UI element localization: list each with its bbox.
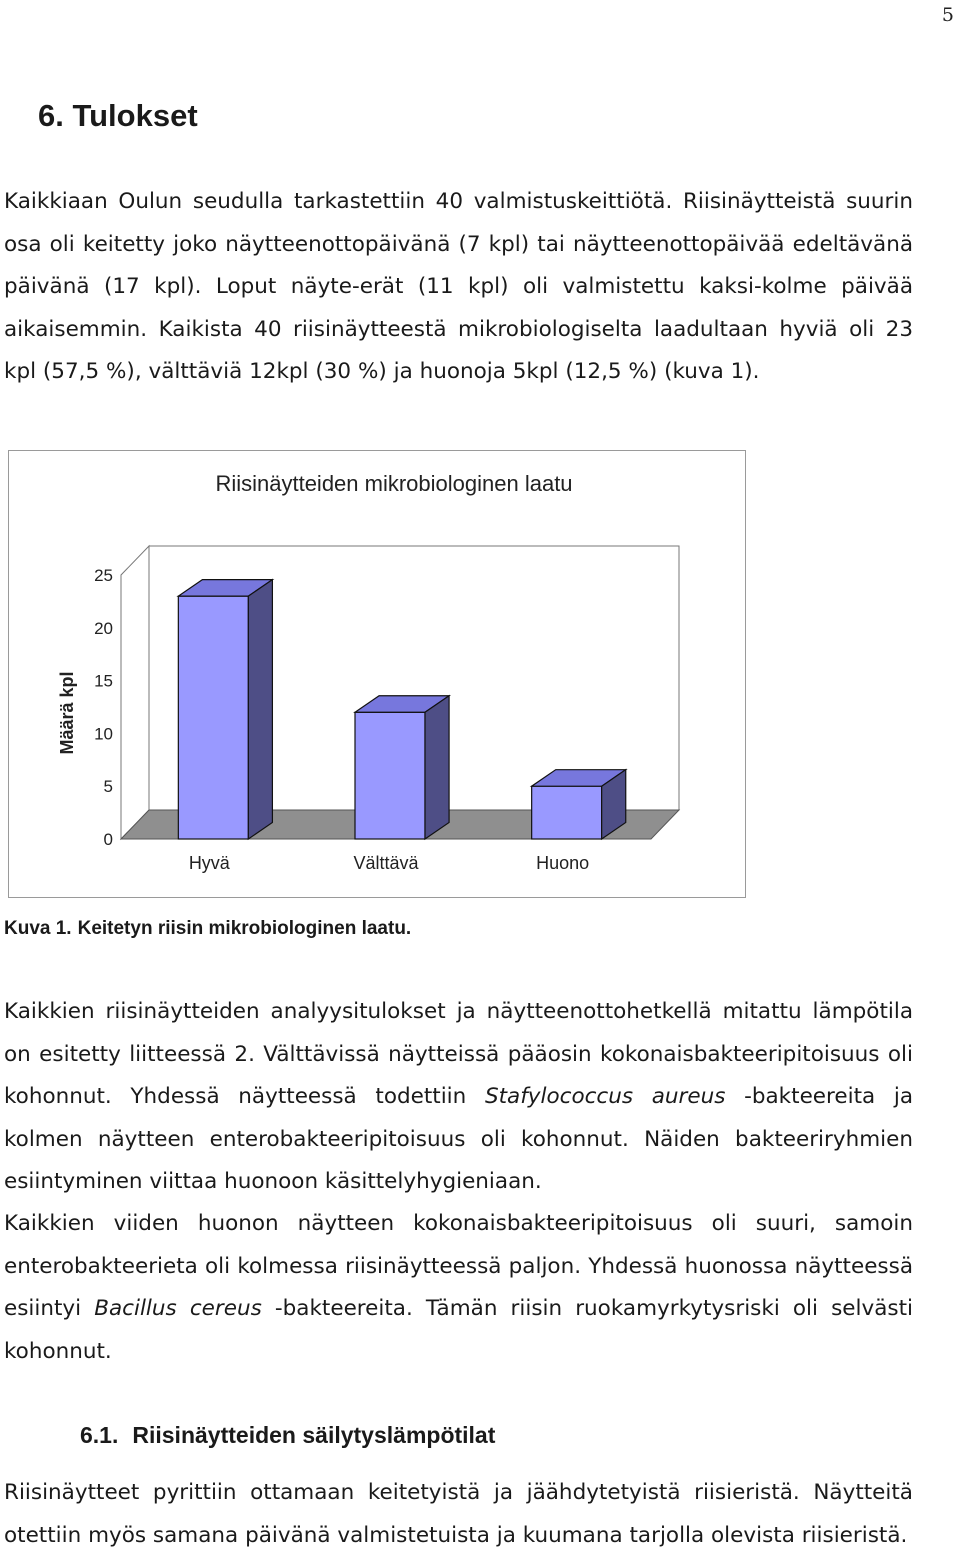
- y-axis-label: Määrä kpl: [57, 671, 77, 755]
- bar-2-front: [355, 712, 425, 839]
- bar-1-side: [248, 580, 272, 839]
- y-tick-label: 10: [94, 724, 113, 744]
- y-tick-label: 0: [103, 830, 113, 849]
- chart-side-wall: [121, 546, 149, 839]
- y-tick-label: 5: [103, 777, 113, 797]
- y-tick-label: 20: [94, 618, 113, 638]
- subsection-title: [80, 1422, 495, 1449]
- paragraph-poor-text-1: Kaikkien viiden huonon näytteen kokonaisbakteeripitoisuus oli suuri, samoin enterobakteerieta oli kolmessa riisinäytteessä paljon. Yhdessä huonossa näytteessä esiintyi: [4, 1211, 913, 1321]
- chart-title: Riisinäytteiden mikrobiologinen laatu: [215, 471, 573, 496]
- paragraph-poor-text-2: -bakteereita. Tämän riisin ruokamyrkytysriski oli selvästi kohonnut.: [4, 1296, 913, 1364]
- caption-label: Kuva 1.: [4, 918, 72, 939]
- chart-frame: [8, 450, 746, 898]
- bar-2-side: [425, 696, 449, 839]
- x-tick-label: Välttävä: [353, 853, 419, 873]
- bar-chart: [9, 451, 745, 897]
- paragraph-results-intro: Kaikkiaan Oulun seudulla tarkastettiin 40 valmistuskeittiötä. Riisinäytteistä suurin osa oli keitetty joko näytteenottopäivänä (7 kpl) tai näytteenottopäivää edeltävänä päivänä (17 kpl). Loput näyte-erät (11 kpl) oli valmistettu kaksi-kolme päivää aikaisemmin. Kaikista 40 riisinäytteestä mikrobiologiselta laadultaan hyviä oli 23 kpl (57,5 %), välttäviä 12kpl (30 %) ja huonoja 5kpl (12,5 %) (kuva 1).: [4, 189, 913, 384]
- species-bacillus: Bacillus cereus: [94, 1296, 262, 1321]
- paragraph-poor-samples: [4, 1203, 913, 1373]
- species-staphylococcus: Stafylococcus aureus: [484, 1084, 726, 1109]
- subsection-title-text: Riisinäytteiden säilytyslämpötilat: [132, 1422, 496, 1448]
- paragraph-analysis-text-2: -bakteereita ja kolmen näytteen enterobakteeripitoisuus oli kohonnut. Näiden bakteeriryhmien esiintyminen viittaa huonoon käsittelyhygieniaan.: [4, 1084, 914, 1194]
- section-title: [38, 98, 198, 134]
- x-tick-label: Huono: [536, 853, 590, 873]
- page-number: 5: [941, 4, 954, 26]
- section-title-text: Tulokset: [72, 98, 198, 133]
- x-tick-label: Hyvä: [188, 853, 230, 873]
- paragraph-analysis-results: [4, 991, 913, 1204]
- subsection-number: 6.1.: [80, 1422, 119, 1448]
- figure-caption: [4, 918, 411, 940]
- paragraph-storage-intro: Riisinäytteet pyrittiin ottamaan keitetyistä ja jäähdytetyistä riisieristä. Näytteitä otettiin myös samana päivänä valmistetuista ja kuumana tarjolla olevista riisieristä.: [4, 1480, 913, 1548]
- paragraph-analysis-text-1: Kaikkien riisinäytteiden analyysitulokset ja näytteenottohetkellä mitattu lämpötila on esitetty liitteessä 2. Välttävissä näytteissä pääosin kokonaisbakteeripitoisuus oli kohonnut. Yhdessä näytteessä todettiin: [4, 999, 913, 1109]
- y-tick-label: 25: [94, 566, 113, 585]
- bar-1-front: [178, 596, 248, 839]
- bar-3-front: [532, 786, 602, 839]
- caption-text: Keitetyn riisin mikrobiologinen laatu.: [77, 918, 412, 939]
- section-number: 6.: [38, 98, 64, 133]
- y-tick-label: 15: [94, 671, 113, 691]
